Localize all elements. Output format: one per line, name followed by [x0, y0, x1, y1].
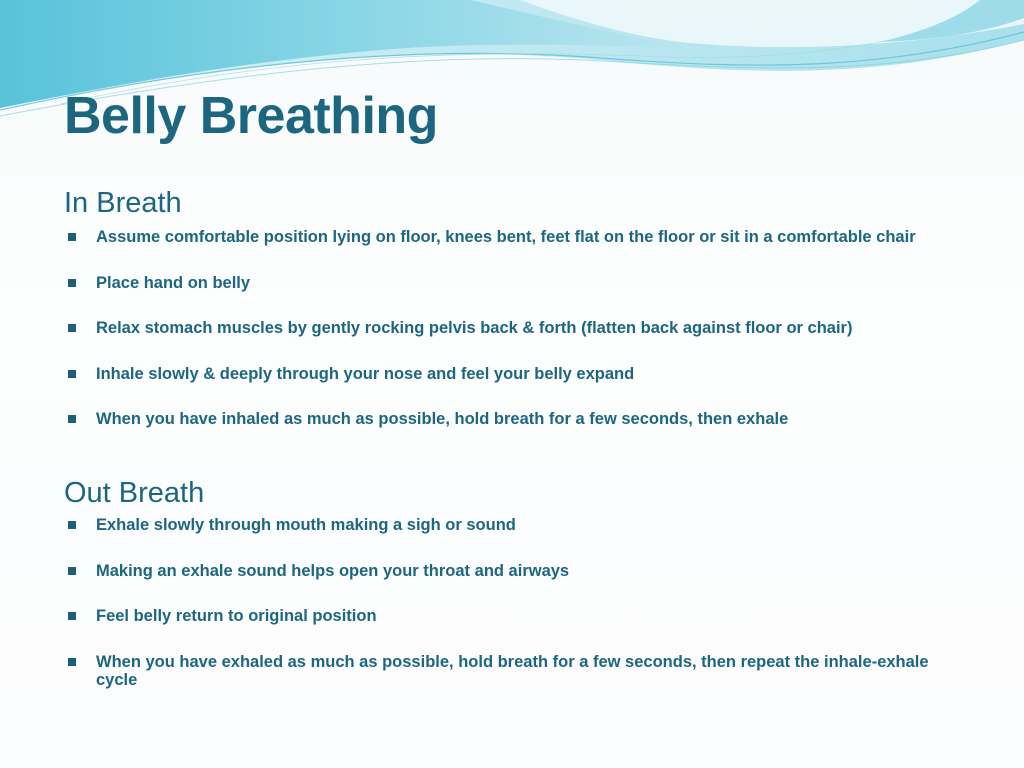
bullet-text: When you have exhaled as much as possible, hold breath for a few seconds, then repeat the inhale-exhale cycle [96, 652, 929, 689]
slide-title: Belly Breathing [64, 87, 438, 145]
bullet-text: Inhale slowly & deeply through your nose and feel your belly expand [96, 364, 635, 383]
list-item [64, 319, 964, 365]
bullet-text: Place hand on belly [96, 273, 251, 292]
bullet-text: Assume comfortable position lying on floor, knees bent, feet flat on the floor or sit in a comfortable chair [96, 228, 916, 246]
section-heading-out-breath: Out Breath [64, 477, 205, 509]
list-item [64, 653, 964, 717]
bullet-text: Exhale slowly through mouth making a sigh or sound [96, 516, 516, 534]
section-heading-in-breath: In Breath [64, 187, 182, 219]
bullet-text: Making an exhale sound helps open your throat and airways [96, 561, 570, 580]
list-item [64, 274, 964, 320]
square-bullet-icon [68, 521, 76, 529]
bullet-text: Relax stomach muscles by gently rocking pelvis back & forth (flatten back against floor or chair) [96, 319, 853, 337]
square-bullet-icon [68, 415, 76, 423]
bullet-text: Feel belly return to original position [96, 607, 377, 625]
list-item [64, 562, 964, 608]
out-breath-list [64, 516, 964, 717]
square-bullet-icon [68, 233, 76, 241]
square-bullet-icon [68, 279, 76, 287]
square-bullet-icon [68, 612, 76, 620]
square-bullet-icon [68, 658, 76, 666]
bullet-text: When you have inhaled as much as possible, hold breath for a few seconds, then exhale [96, 410, 789, 428]
square-bullet-icon [68, 567, 76, 575]
list-item [64, 516, 964, 562]
list-item [64, 228, 964, 274]
list-item [64, 365, 964, 411]
square-bullet-icon [68, 370, 76, 378]
list-item [64, 607, 964, 653]
square-bullet-icon [68, 324, 76, 332]
in-breath-list [64, 228, 964, 456]
list-item [64, 410, 964, 456]
